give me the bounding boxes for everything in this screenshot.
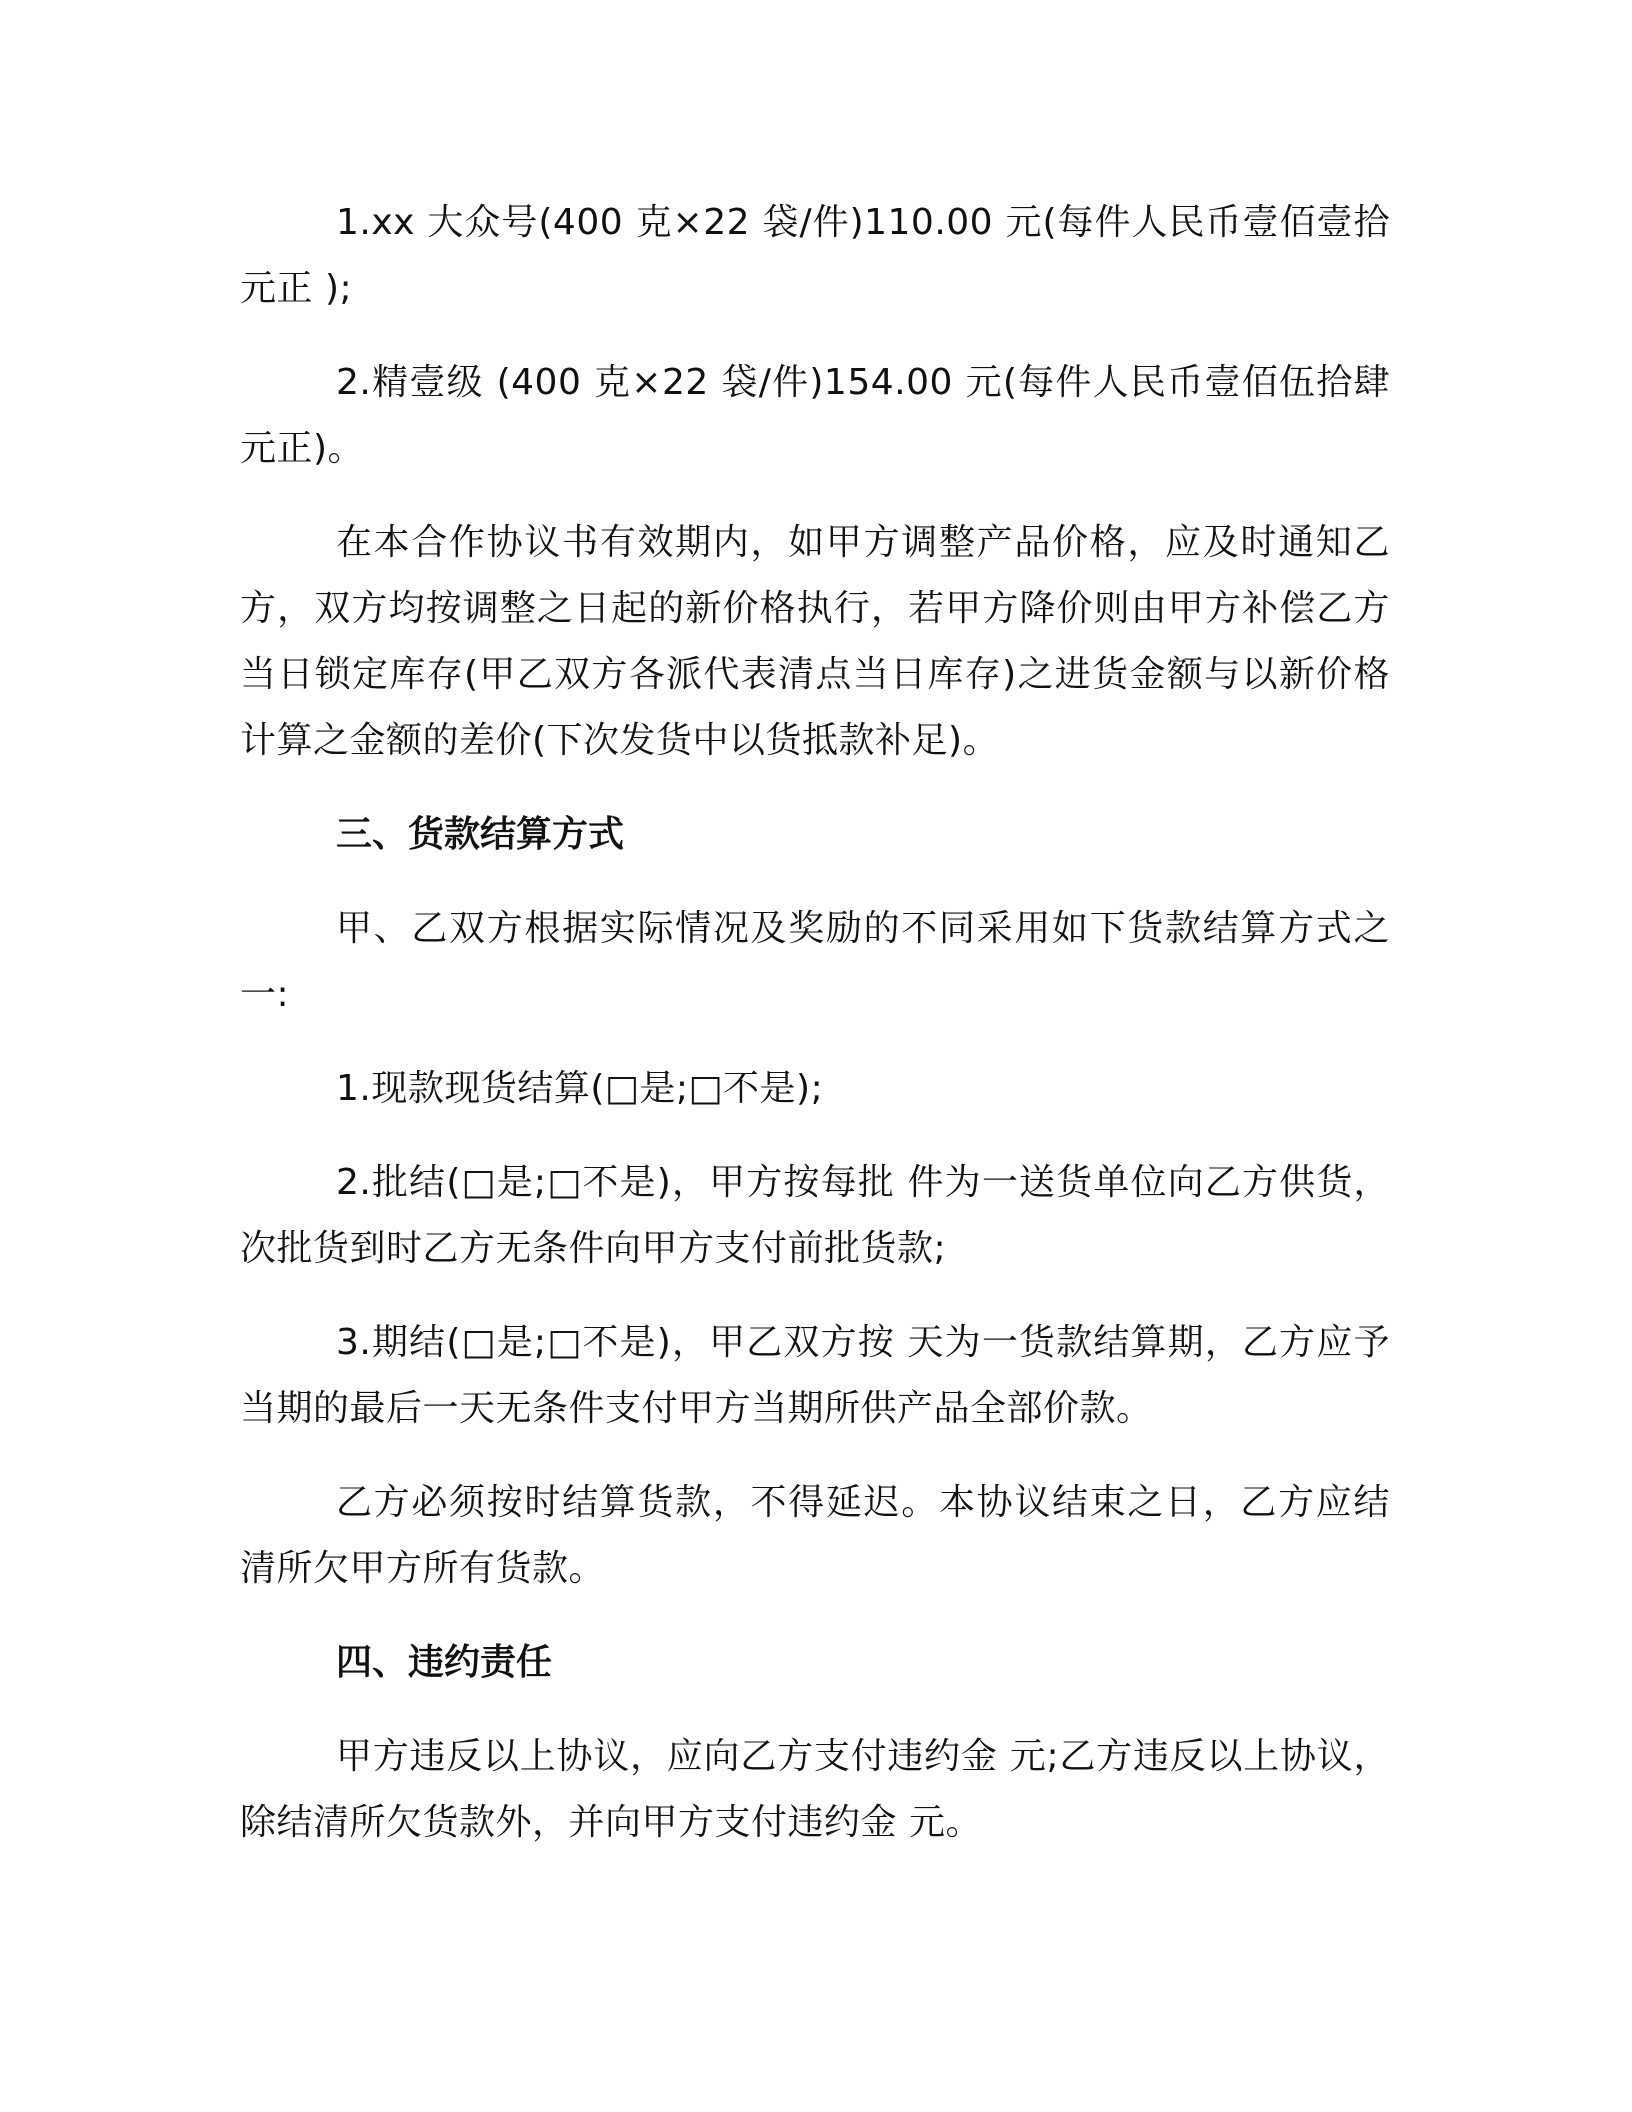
payment-deadline-paragraph: 乙方必须按时结算货款，不得延迟。本协议结束之日，乙方应结清所欠甲方所有货款。 <box>240 1482 1390 1589</box>
price-item-2: 2.精壹级 (400 克×22 袋/件)154.00 元(每件人民币壹佰伍拾肆元正)。 <box>240 362 1390 469</box>
document-page <box>240 190 1390 1884</box>
payment-option-3: 3.期结(□是;□不是)，甲乙双方按 天为一货款结算期，乙方应予当期的最后一天无条件支付甲方当期所供产品全部价款。 <box>240 1322 1390 1429</box>
section-heading-liability: 四、违约责任 <box>336 1642 553 1683</box>
liability-paragraph: 甲方违反以上协议，应向乙方支付违约金 元;乙方违反以上协议，除结清所欠货款外，并向甲方支付违约金 元。 <box>240 1736 1390 1843</box>
payment-intro-paragraph: 甲、乙双方根据实际情况及奖励的不同采用如下货款结算方式之一: <box>240 908 1390 1015</box>
price-adjustment-paragraph: 在本合作协议书有效期内，如甲方调整产品价格，应及时通知乙方，双方均按调整之日起的新价格执行，若甲方降价则由甲方补偿乙方当日锁定库存(甲乙双方各派代表清点当日库存)之进货金额与以新价格计算之金额的差价(下次发货中以货抵款补足)。 <box>240 522 1390 761</box>
payment-option-1: 1.现款现货结算(□是;□不是); <box>336 1068 824 1109</box>
section-heading-payment: 三、货款结算方式 <box>336 814 625 855</box>
price-item-1: 1.xx 大众号(400 克×22 袋/件)110.00 元(每件人民币壹佰壹拾元正 ); <box>240 202 1390 309</box>
payment-option-2: 2.批结(□是;□不是)，甲方按每批 件为一送货单位向乙方供货，次批货到时乙方无条件向甲方支付前批货款; <box>240 1162 1390 1269</box>
